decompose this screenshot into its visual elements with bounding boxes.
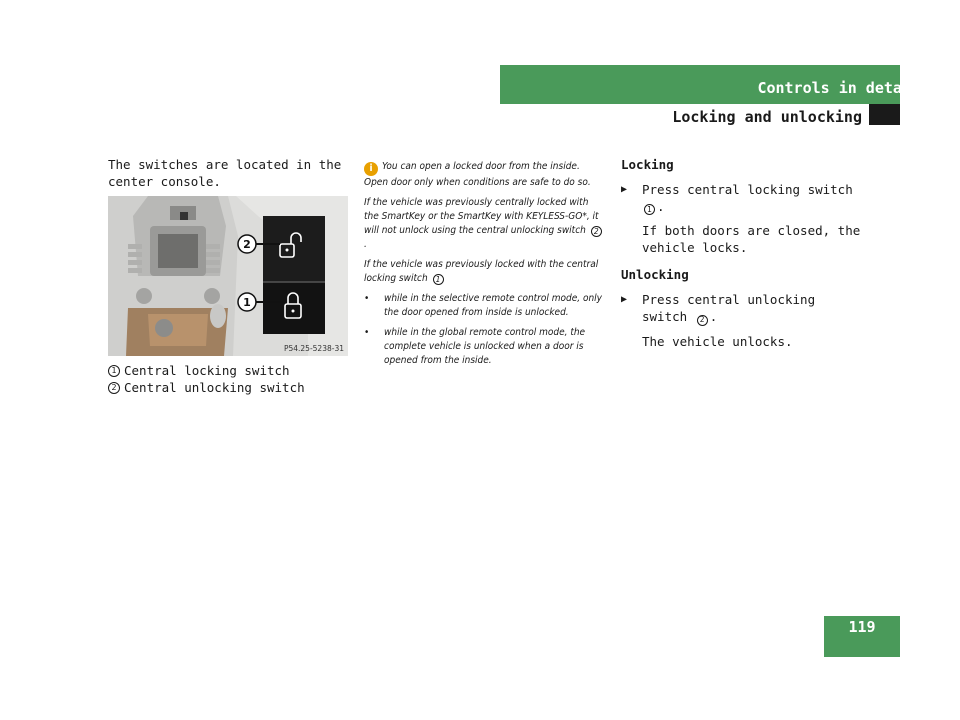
instructions — [621, 156, 861, 350]
callout-2: 2 — [243, 238, 251, 251]
legend-item — [108, 362, 348, 379]
legend-label: Central unlocking switch — [124, 380, 305, 395]
note-paragraph: If the vehicle was previously centrally locked with the SmartKey or the SmartKey with KEYLESS-GO*, it will not unlock using the central unlocking switch 2. — [364, 196, 606, 252]
console-figure — [108, 196, 348, 356]
locking-step: ▶ Press central locking switch 1 . — [621, 182, 853, 214]
note-paragraph — [364, 258, 606, 286]
section-title: Controls in detail — [757, 79, 920, 97]
step-text: Press central locking switch — [642, 182, 853, 197]
figure-code: P54.25-5238-31 — [283, 344, 344, 353]
page-number: 119 — [848, 618, 876, 636]
note-text: You can open a locked door from the inside. Open door only when conditions are safe to do so. — [364, 161, 591, 188]
bullet-text: while in the global remote control mode, the complete vehicle is unlocked when a door is opened from the inside. — [384, 327, 586, 366]
info-note — [364, 160, 606, 374]
note-paragraph — [364, 160, 606, 190]
step-text: Press central unlocking switch — [642, 292, 816, 325]
unlocking-heading: Unlocking — [621, 267, 689, 283]
legend-number: 1 — [108, 365, 120, 377]
locking-result: If both doors are closed, the vehicle locks. — [642, 223, 861, 256]
legend-label: Central locking switch — [124, 363, 290, 378]
info-icon: i — [364, 162, 378, 176]
unlocking-result: The vehicle unlocks. — [642, 333, 793, 349]
subsection-title: Locking and unlocking — [672, 108, 862, 126]
ref-number: 1 — [433, 274, 444, 285]
note-text: If the vehicle was previously locked with the central locking switch — [364, 259, 599, 284]
locking-heading: Locking — [621, 157, 674, 172]
note-text: If the vehicle was previously centrally locked with the SmartKey or the SmartKey with KEYLESS-GO*, it will not unlock using the central unlocking switch — [364, 197, 599, 236]
console-illustration — [108, 196, 348, 356]
ref-number: 1 — [644, 204, 655, 215]
unlocking-step: ▶ Press central unlocking switch 2 . — [621, 292, 816, 325]
legend-number: 2 — [108, 382, 120, 394]
ref-number: 2 — [697, 315, 708, 326]
bullet-icon: • — [364, 293, 370, 304]
callout-1: 1 — [243, 296, 251, 309]
header-tab-marker — [869, 104, 900, 125]
ref-number: 2 — [591, 226, 602, 237]
arrow-icon: ▶ — [621, 294, 628, 306]
legend-item — [108, 379, 348, 396]
bullet-text: while in the selective remote control mode, only the door opened from inside is unlocked. — [384, 293, 602, 318]
intro-text: The switches are located in the center console. — [108, 157, 342, 189]
bullet-icon: • — [364, 327, 370, 338]
arrow-icon: ▶ — [621, 184, 628, 195]
figure-legend — [108, 362, 348, 396]
note-bullet — [364, 326, 606, 368]
note-bullet — [364, 292, 606, 320]
